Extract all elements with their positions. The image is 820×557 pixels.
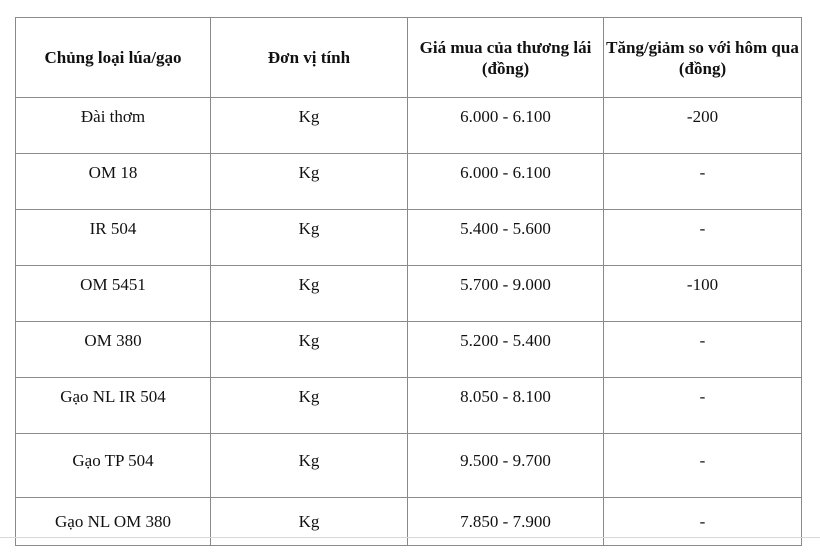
table-row [16,378,802,434]
cell-change: -100 [604,266,802,322]
cell-rice-type: Gạo NL OM 380 [16,498,211,546]
cell-unit: Kg [211,210,408,266]
cell-change: - [604,154,802,210]
cell-change: - [604,210,802,266]
cell-unit: Kg [211,154,408,210]
table-row [16,98,802,154]
table-row [16,322,802,378]
cell-price: 9.500 - 9.700 [408,434,604,498]
cell-unit: Kg [211,434,408,498]
cell-price: 5.400 - 5.600 [408,210,604,266]
cell-unit: Kg [211,498,408,546]
cell-price: 5.200 - 5.400 [408,322,604,378]
cell-change: - [604,378,802,434]
table-row [16,498,802,546]
cell-price: 7.850 - 7.900 [408,498,604,546]
table-row [16,210,802,266]
cell-rice-type: OM 380 [16,322,211,378]
cell-price: 6.000 - 6.100 [408,154,604,210]
cell-price: 5.700 - 9.000 [408,266,604,322]
table-row [16,154,802,210]
header-unit: Đơn vị tính [211,18,408,98]
cell-rice-type: Đài thơm [16,98,211,154]
cell-unit: Kg [211,322,408,378]
table-row [16,434,802,498]
header-rice-type: Chủng loại lúa/gạo [16,18,211,98]
cell-unit: Kg [211,378,408,434]
cell-change: - [604,434,802,498]
cell-change: -200 [604,98,802,154]
cell-rice-type: OM 5451 [16,266,211,322]
table-header-row [16,18,802,98]
cell-unit: Kg [211,98,408,154]
cell-rice-type: Gạo TP 504 [16,434,211,498]
cell-rice-type: IR 504 [16,210,211,266]
cell-unit: Kg [211,266,408,322]
rice-price-table [15,17,802,546]
cell-price: 6.000 - 6.100 [408,98,604,154]
cell-change: - [604,498,802,546]
table-row [16,266,802,322]
bottom-divider [0,537,820,538]
cell-price: 8.050 - 8.100 [408,378,604,434]
header-trader-price: Giá mua của thương lái (đồng) [408,18,604,98]
cell-change: - [604,322,802,378]
cell-rice-type: Gạo NL IR 504 [16,378,211,434]
cell-rice-type: OM 18 [16,154,211,210]
header-change: Tăng/giảm so với hôm qua (đồng) [604,18,802,98]
